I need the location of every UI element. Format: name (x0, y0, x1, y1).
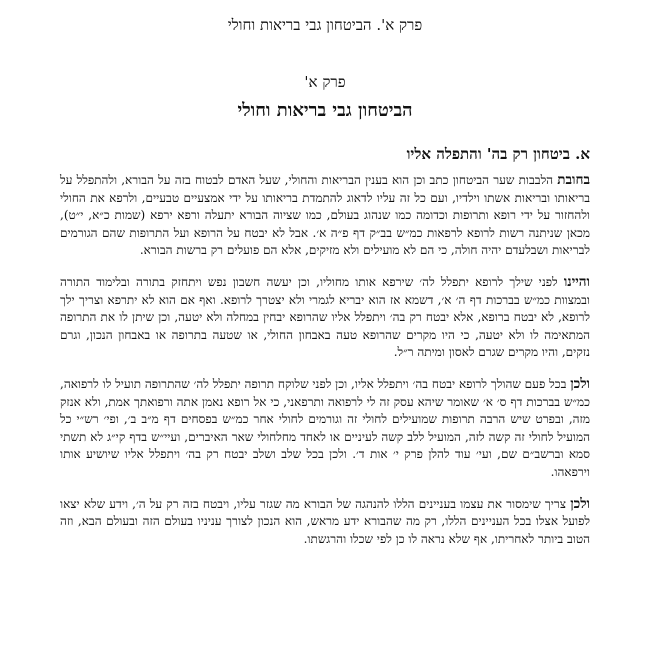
paragraph-lead-word: ולכן (570, 375, 590, 392)
paragraph-text: בכל פעם שהולך לרופא יבטח בה׳ ויתפלל אליו, וכן לפני שלוקח תרופה יתפלל לה׳ שהתרופה תועיל לו לרפואה, כמ״ש בברכות דף ס׳ א׳ שאומר שיהא עסק זה לי לרפואה ותרפאני, כי אל רופא נאמן אתה ורפואתך אמת, ולא אנזק מזה, ובפרט שיש הרבה תרופות שמועילים לחולי זה וגורמים לחולי אחר כמ״ש בפסחים דף מ״ב ב׳, ופי׳ רש״י כל המועיל לחולי זה קשה לזה, המועיל ללב קשה לעיניים או לאחד מחלחולי שאר האיברים, ועיי״ש בדף קי״ג לא תשתי סמא וברשב״ם שם, ועי׳ עוד להלן פרק י׳ אות ד׳. ולכן בכל שלב ושלב יבטח רק בה׳ ויתפלל אליו שיושיע אותו וירפאהו. (60, 376, 590, 479)
paragraph-text: לפני שילך לרופא יתפלל לה׳ שירפא אותו מחוליו, וכן יעשה חשבון נפש ויתחזק בתורה ובלימוד התורה ובמצוות כמ״ש בברכות דף ה׳ א׳, דשמא אז הוא יבריא לגמרי ולא יצטרך לרופא. ואף אם הוא לא יתרפא וצריך ילך לרופא, לא יבטח ברופא, אלא יבטח רק בה׳ ויתפלל אליו שהרופא יבחין במחלה ולא יטעה, וכן שיתן לו את התרופה המתאימה לו ולא יטעה, כי היו מקרים שהרופא טעה באבחון החולי, או שטעה בתרופה או באבחון הנכון, וגרם נזקים, והיו מקרים שגרם לאסון ומיתה ר״ל. (60, 274, 590, 360)
running-head: פרק א'. הביטחון גבי בריאות וחולי (227, 16, 423, 34)
paragraph-text: צריך שימסור את עצמו בעניינים הללו להנהגה של הבורא מה שגזר עליו, ויבטח בזה רק על ה׳, וידע שלא יצאו לפועל אצלו בכל העניינים הללו, רק מה שהבורא ידע מראש, הוא הנכון לצורך עניניו בעולם הזה ובעולם הבא, וזה הטוב ביותר לאחריתו, אף שלא נראה לו כן לפי שכלו והרגשתו. (60, 496, 590, 546)
paragraph-lead-word: ולכן (570, 495, 590, 512)
paragraph (60, 376, 590, 482)
paragraph-text: הלבבות שער הביטחון כתב וכן הוא בענין הבריאות והחולי, שעל האדם לבטוח בזה על הבורא, ולהתפלל על בריאותו ובריאות אשתו וילדיו, ועם כל זה עליו לדאוג להתמדת בריאותו על ידי אמצעיים טבעיים, ולרפא את החולי ולהחזור על ידי רופא ותרופות וכדומה כמו שנהוג בעולם, כמו שציוה הבורא יתעלה ורפא ירפא (שמות כ״א, י״ט), מכאן שניתנה רשות לרופא לרפאות כמ״ש בב״ק דף פ״ה א׳. אבל לא יבטח על הרופא ועל התרופות שהם הגורמים לבריאות ושבלעדם יהיה חולה, כי הם לא מועילים ולא מזיקים, אלא הם פועלים רק ברשות הבורא. (60, 173, 590, 258)
paragraph (60, 172, 590, 260)
paragraph (60, 496, 590, 549)
paragraph (60, 274, 590, 362)
paragraph-lead-word: בחובת (557, 172, 590, 188)
chapter-title: הביטחון גבי בריאות וחולי (237, 100, 413, 121)
chapter-label: פרק א' (304, 73, 346, 91)
paragraph-lead-word: והיינו (563, 273, 590, 290)
section-heading: א. ביטחון רק בה' והתפלה אליו (406, 145, 590, 163)
